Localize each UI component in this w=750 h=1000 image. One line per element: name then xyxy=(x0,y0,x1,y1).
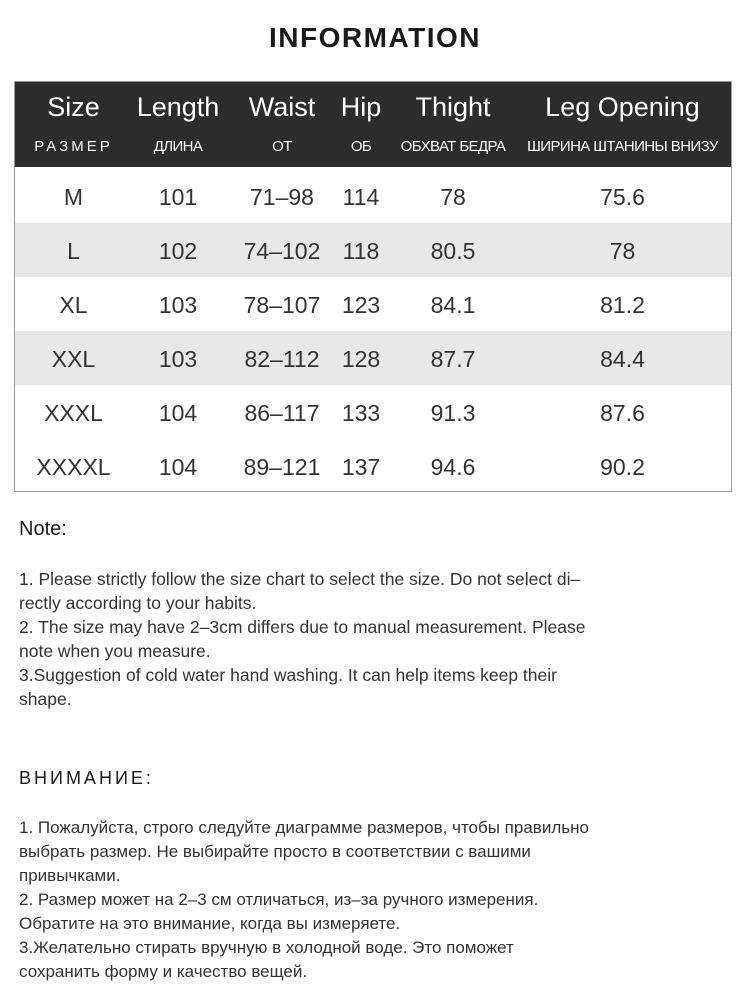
table-row xyxy=(15,169,731,223)
cell-length: 103 xyxy=(158,292,198,318)
header-size-ru: РАЗМЕР xyxy=(34,138,113,155)
cell-thigh: 78 xyxy=(440,184,466,210)
table-header xyxy=(15,82,731,167)
header-length-ru: ДЛИНА xyxy=(153,138,203,155)
cell-hip: 133 xyxy=(341,400,381,426)
cell-waist: 86–117 xyxy=(244,400,320,426)
cell-size: L xyxy=(67,238,80,264)
note-line: note when you measure. xyxy=(19,641,211,661)
cell-leg-opening: 78 xyxy=(609,238,636,264)
cell-hip: 137 xyxy=(341,454,381,480)
header-hip xyxy=(335,82,387,167)
cell-leg-opening: 75.6 xyxy=(600,184,645,210)
note-line: shape. xyxy=(19,689,72,709)
ru-note-line: Обратите на это внимание, когда вы измеряете. xyxy=(19,914,401,933)
header-leg-opening-ru: ШИРИНА ШТАНИНЫ ВНИЗУ xyxy=(527,138,718,155)
table-row xyxy=(15,331,731,385)
note-line: rectly according to your habits. xyxy=(19,593,257,613)
note-body xyxy=(19,567,731,711)
page-title: INFORMATION xyxy=(269,22,481,53)
cell-hip: 128 xyxy=(341,346,381,372)
cell-length: 104 xyxy=(158,454,198,480)
ru-note-line: привычками. xyxy=(19,866,121,885)
cell-leg-opening: 90.2 xyxy=(600,454,645,480)
header-leg-opening-en: Leg Opening xyxy=(545,92,700,122)
cell-thigh: 87.7 xyxy=(430,346,476,372)
cell-size: XXXXL xyxy=(36,454,111,480)
cell-leg-opening: 87.6 xyxy=(600,400,645,426)
cell-length: 104 xyxy=(158,400,198,426)
header-leg-opening xyxy=(519,82,726,167)
cell-size: XL xyxy=(59,292,88,318)
cell-waist: 71–98 xyxy=(250,184,314,210)
table-row xyxy=(15,277,731,331)
cell-size: M xyxy=(63,184,84,210)
size-chart-table xyxy=(14,81,732,492)
header-size xyxy=(15,82,132,167)
cell-leg-opening: 84.4 xyxy=(600,346,645,372)
ru-note-line: 2. Размер может на 2–3 см отличаться, из–за ручного измерения. xyxy=(19,890,539,909)
cell-waist: 78–107 xyxy=(243,292,321,318)
cell-thigh: 80.5 xyxy=(430,238,476,264)
cell-waist: 74–102 xyxy=(243,238,321,264)
ru-note-line: 1. Пожалуйста, строго следуйте диаграмме размеров, чтобы правильно xyxy=(19,818,589,837)
cell-size: XXXL xyxy=(44,400,103,426)
table-row xyxy=(15,385,731,439)
cell-waist: 89–121 xyxy=(243,454,321,480)
ru-note-line: выбрать размер. Не выбирайте просто в соответствии с вашими xyxy=(19,842,531,861)
note-line: 3.Suggestion of cold water hand washing. It can help items keep their xyxy=(19,665,557,685)
ru-note-heading: ВНИМАНИЕ: xyxy=(19,768,154,788)
cell-size: XXL xyxy=(51,346,96,372)
header-waist xyxy=(236,82,328,167)
header-length-en: Length xyxy=(136,92,220,122)
header-thigh-en: Thight xyxy=(415,92,491,122)
note-heading: Note: xyxy=(19,518,67,540)
header-hip-en: Hip xyxy=(340,92,382,122)
cell-thigh: 84.1 xyxy=(430,292,476,318)
table-row xyxy=(15,439,731,493)
cell-hip: 118 xyxy=(342,238,380,264)
note-line: 2. The size may have 2–3cm differs due to manual measurement. Please xyxy=(19,617,586,637)
note-line: 1. Please strictly follow the size chart to select the size. Do not select di– xyxy=(19,569,581,589)
header-thigh xyxy=(394,82,512,167)
cell-leg-opening: 81.2 xyxy=(600,292,645,318)
cell-waist: 82–112 xyxy=(244,346,320,372)
table-row xyxy=(15,223,731,277)
header-hip-ru: ОБ xyxy=(350,138,372,155)
header-waist-en: Waist xyxy=(248,92,316,122)
header-thigh-ru: ОБХВАТ БЕДРА xyxy=(400,138,506,155)
cell-thigh: 94.6 xyxy=(430,454,476,480)
cell-thigh: 91.3 xyxy=(430,400,476,426)
ru-note-line: 3.Желательно стирать вручную в холодной воде. Это поможет xyxy=(19,938,514,957)
cell-length: 101 xyxy=(158,184,198,210)
cell-length: 102 xyxy=(158,238,198,264)
ru-note-body xyxy=(19,816,731,984)
ru-note-line: сохранить форму и качество вещей. xyxy=(19,962,308,981)
header-length xyxy=(132,82,224,167)
header-waist-ru: ОТ xyxy=(272,138,292,155)
header-size-en: Size xyxy=(47,92,100,122)
cell-length: 103 xyxy=(158,346,198,372)
cell-hip: 114 xyxy=(342,184,380,210)
cell-hip: 123 xyxy=(341,292,381,318)
